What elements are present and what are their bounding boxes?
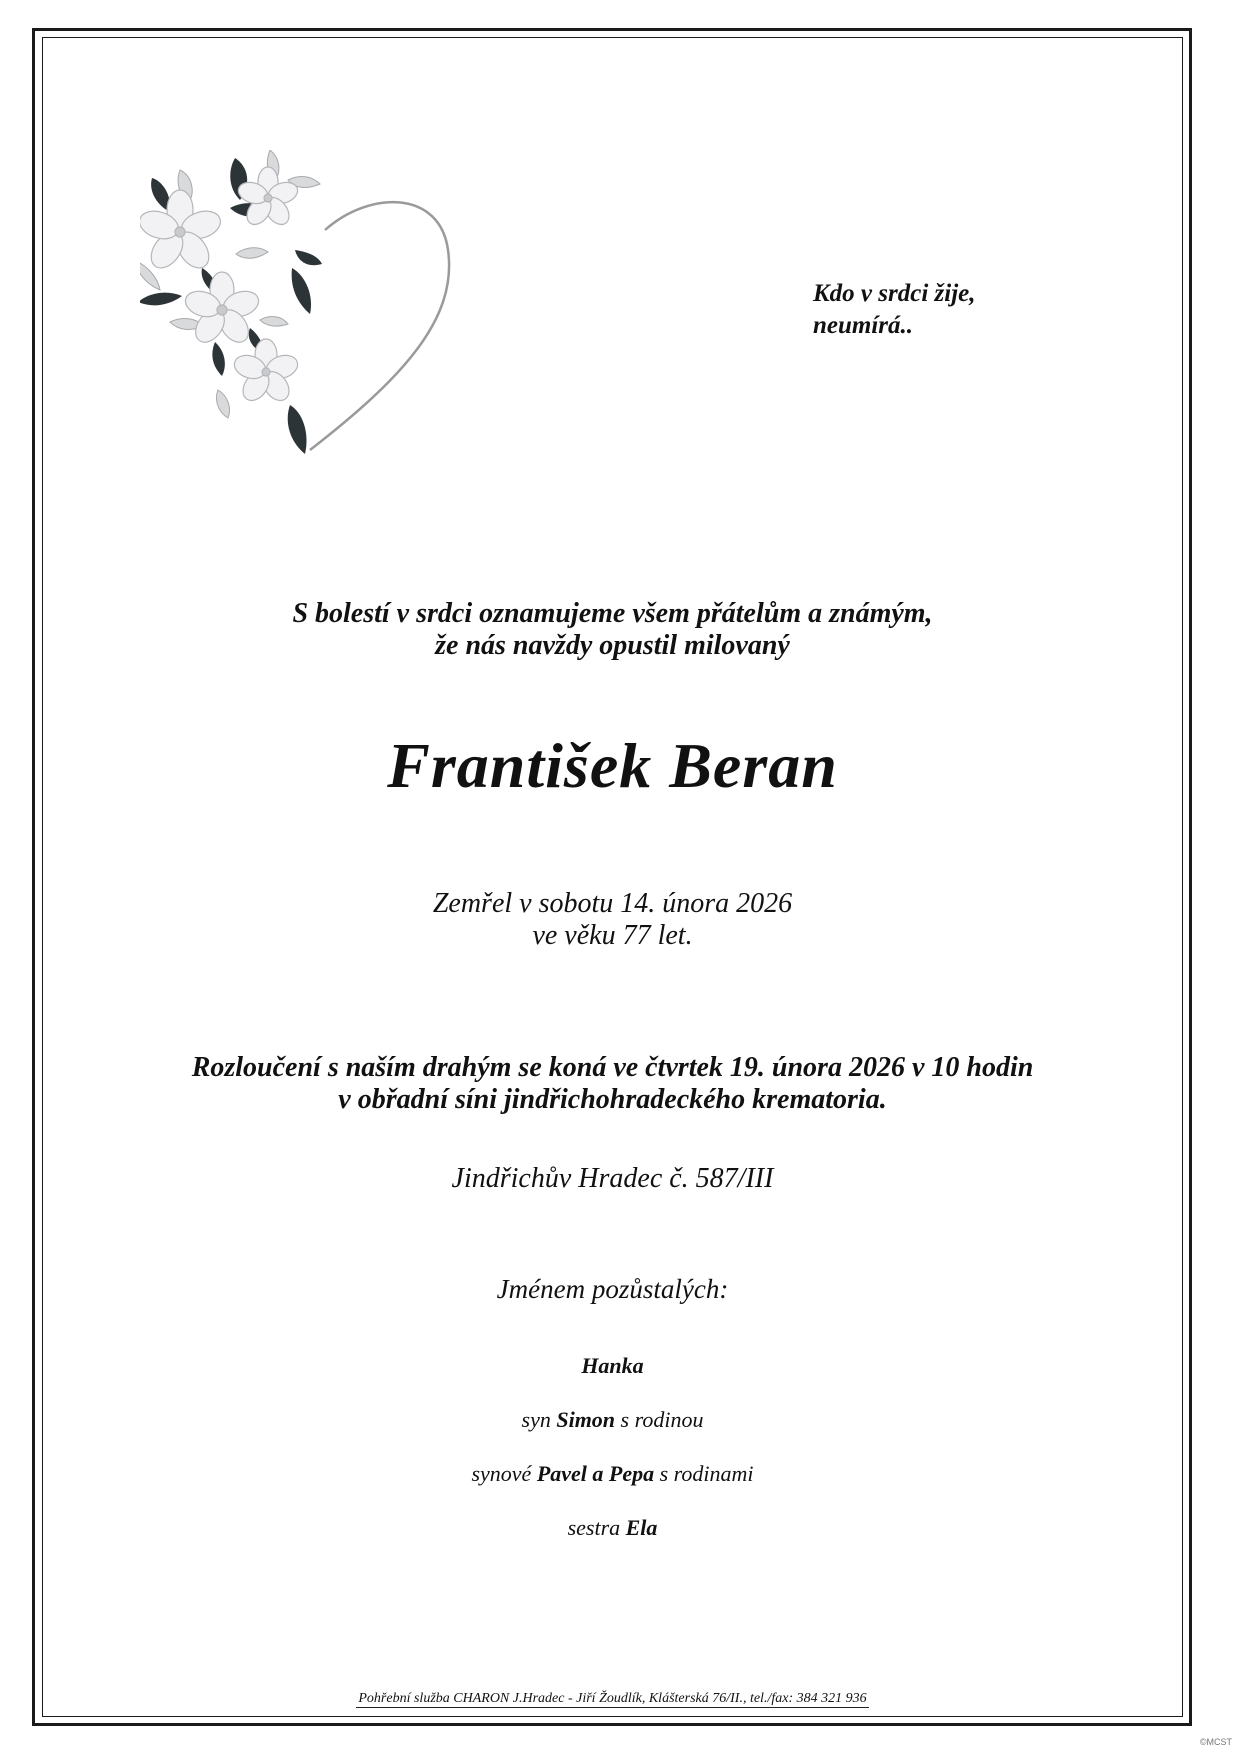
funeral-service-footer [42,1691,1183,1707]
address: Jindřichův Hradec č. 587/III [451,1163,774,1194]
death-info-line-1: Zemřel v sobotu 14. února 2026 [432,888,793,919]
announcement [42,598,1183,662]
death-info [42,888,1183,952]
footer-text: Pohřební služba CHARON J.Hradec - Jiří Žoudlík, Klášterská 76/II., tel./fax: 384 321 936 [358,1691,867,1706]
mourner-prefix: syn [521,1407,557,1432]
mourner-item [42,1404,1183,1458]
mourner-item [42,1512,1183,1566]
motto [813,278,976,342]
on-behalf-heading: Jménem pozůstalých: [496,1274,729,1304]
mourner-name: Pavel a Pepa [536,1461,655,1486]
announcement-line-2: že nás navždy opustil milovaný [435,630,790,661]
mourner-prefix: synové [471,1461,537,1486]
mourner-name: Simon [556,1407,616,1432]
deceased-name: František Beran [387,730,838,801]
mourner-prefix: sestra [567,1515,626,1540]
motto-line-2: neumírá.. [813,312,914,339]
mourner-item [42,1458,1183,1512]
farewell-info [42,1052,1183,1116]
announcement-line-1: S bolestí v srdci oznamujeme všem přátelům a známým, [292,598,933,629]
mourner-item [42,1350,1183,1404]
farewell-line-2: v obřadní síni jindřichohradeckého krematoria. [338,1084,887,1115]
heart-outline [310,202,449,450]
motto-line-1: Kdo v srdci žije, [813,280,976,307]
mourners-list [42,1350,1183,1566]
death-info-line-2: ve věku 77 let. [532,920,693,951]
corner-mark: ©MCST [1199,1737,1232,1747]
mourner-suffix: s rodinou [615,1407,704,1432]
mourner-name: Ela [625,1515,658,1540]
mourner-suffix: s rodinami [654,1461,754,1486]
floral-heart-decoration [140,150,500,520]
farewell-line-1: Rozloučení s naším drahým se koná ve čtvrtek 19. února 2026 v 10 hodin [191,1052,1034,1083]
mourner-name: Hanka [581,1353,644,1378]
